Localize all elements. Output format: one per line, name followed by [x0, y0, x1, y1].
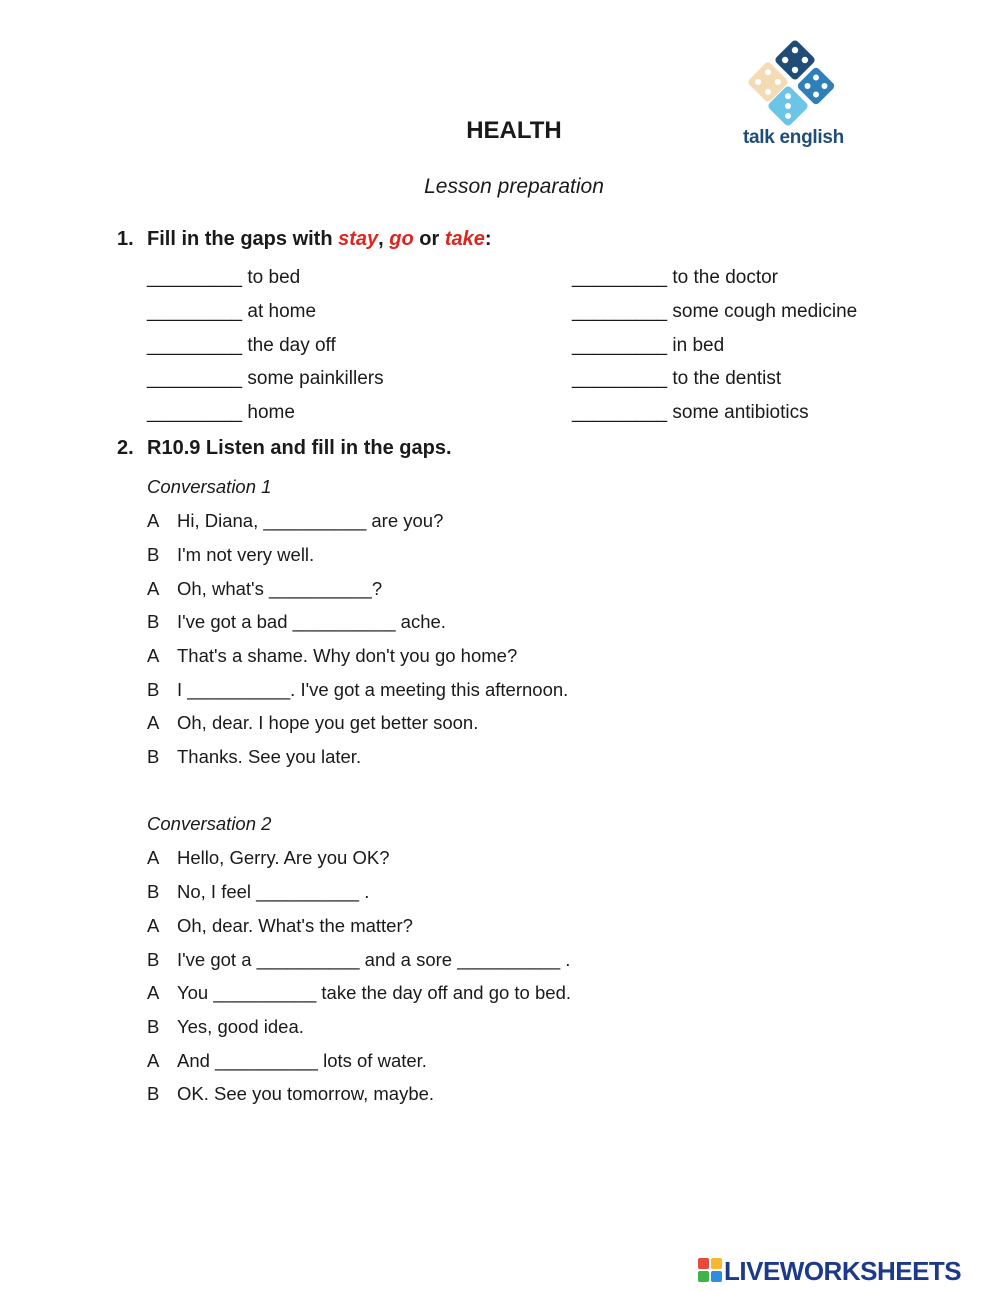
dialogue-line[interactable]: I've got a __________ and a sore __________ .: [177, 949, 571, 970]
gap-item-text: to the dentist: [672, 368, 782, 389]
dialogue-line[interactable]: Oh, what's __________?: [177, 578, 383, 599]
dialogue-line: Oh, dear. What's the matter?: [177, 915, 413, 936]
speaker-label: A: [147, 510, 160, 531]
dialogue-line[interactable]: I __________. I've got a meeting this afternoon.: [177, 679, 569, 700]
gap-item-text: to bed: [247, 267, 301, 288]
word-or: or: [413, 228, 445, 250]
section1-heading: [147, 228, 492, 251]
speaker-label: B: [147, 746, 160, 767]
gap-blank[interactable]: _________: [147, 402, 243, 423]
word-stay: stay: [338, 228, 379, 250]
gap-item-text: the day off: [247, 335, 336, 356]
speaker-label: A: [147, 982, 160, 1003]
page-subtitle: Lesson preparation: [424, 175, 604, 198]
dialogue-line[interactable]: No, I feel __________ .: [177, 881, 370, 902]
dialogue-line: Yes, good idea.: [177, 1016, 304, 1037]
gap-item-right-3[interactable]: [572, 335, 724, 357]
section1-number: 1.: [117, 228, 134, 250]
speaker-label: A: [147, 578, 160, 599]
gap-item-right-1[interactable]: [572, 267, 778, 289]
speaker-label: A: [147, 915, 160, 936]
gap-item-right-4[interactable]: [572, 368, 781, 390]
colon: :: [484, 228, 492, 250]
live-badge-icon: [698, 1258, 722, 1282]
gap-item-text: to the doctor: [672, 267, 779, 288]
gap-item-text: in bed: [672, 335, 725, 356]
speaker-label: B: [147, 1083, 160, 1104]
gap-blank[interactable]: _________: [572, 368, 668, 389]
speaker-label: B: [147, 611, 160, 632]
word-take: take: [444, 228, 485, 250]
comma: ,: [378, 228, 384, 250]
footer-brand: LIVEWORKSHEETS: [724, 1256, 962, 1286]
gap-item-left-2[interactable]: [147, 301, 316, 323]
speaker-label: A: [147, 712, 160, 733]
gap-item-text: some antibiotics: [672, 402, 809, 423]
gap-item-left-4[interactable]: [147, 368, 384, 390]
dialogue-line: Hello, Gerry. Are you OK?: [177, 847, 390, 868]
conversation2-title: Conversation 2: [147, 813, 272, 834]
dialogue-line: Thanks. See you later.: [177, 746, 362, 767]
gap-blank[interactable]: _________: [147, 368, 243, 389]
gap-item-left-1[interactable]: [147, 267, 300, 289]
logo-brand-text: talk english: [743, 127, 844, 148]
speaker-label: B: [147, 679, 160, 700]
conversation1-title: Conversation 1: [147, 476, 272, 497]
speaker-label: A: [147, 847, 160, 868]
dialogue-line[interactable]: Hi, Diana, __________ are you?: [177, 510, 444, 531]
dialogue-line: Oh, dear. I hope you get better soon.: [177, 712, 479, 733]
section2-heading: R10.9 Listen and fill in the gaps.: [147, 437, 452, 459]
gap-blank[interactable]: _________: [147, 335, 243, 356]
speaker-label: A: [147, 645, 160, 666]
gap-item-right-2[interactable]: [572, 301, 857, 323]
gap-item-text: some painkillers: [247, 368, 384, 389]
speaker-label: B: [147, 544, 160, 565]
dialogue-line[interactable]: And __________ lots of water.: [177, 1050, 427, 1071]
section1-prefix: Fill in the gaps with: [147, 228, 339, 250]
gap-blank[interactable]: _________: [147, 267, 243, 288]
dice-logo-icon: [740, 38, 850, 128]
word-go: go: [389, 228, 414, 250]
gap-item-left-3[interactable]: [147, 335, 336, 357]
speaker-label: B: [147, 949, 160, 970]
gap-item-left-5[interactable]: [147, 402, 295, 424]
speaker-label: B: [147, 1016, 160, 1037]
gap-item-right-5[interactable]: [572, 402, 809, 424]
gap-blank[interactable]: _________: [147, 301, 243, 322]
gap-blank[interactable]: _________: [572, 402, 668, 423]
dialogue-line[interactable]: I've got a bad __________ ache.: [177, 611, 446, 632]
gap-item-text: some cough medicine: [672, 301, 858, 322]
gap-item-text: at home: [247, 301, 317, 322]
page-title: HEALTH: [466, 117, 562, 144]
speaker-label: A: [147, 1050, 160, 1071]
gap-blank[interactable]: _________: [572, 335, 668, 356]
dialogue-line[interactable]: You __________ take the day off and go to bed.: [177, 982, 571, 1003]
dialogue-line: That's a shame. Why don't you go home?: [177, 645, 518, 666]
dialogue-line: OK. See you tomorrow, maybe.: [177, 1083, 435, 1104]
gap-blank[interactable]: _________: [572, 267, 668, 288]
speaker-label: B: [147, 881, 160, 902]
gap-blank[interactable]: _________: [572, 301, 668, 322]
section2-number: 2.: [117, 437, 134, 459]
gap-item-text: home: [247, 402, 295, 423]
dialogue-line: I'm not very well.: [177, 544, 315, 565]
